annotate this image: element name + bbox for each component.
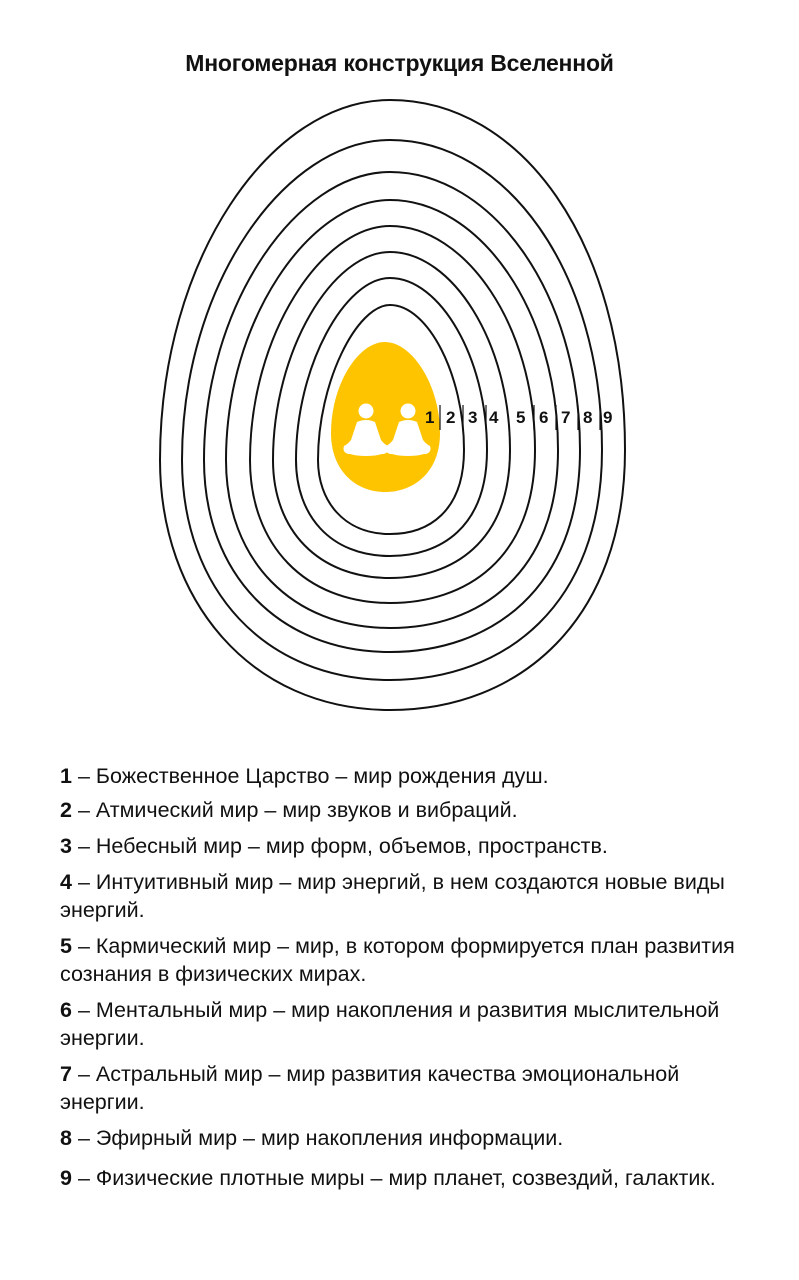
legend-item xyxy=(60,868,760,924)
legend-num: 7 xyxy=(60,1062,72,1086)
legend-text: – Божественное Царство – мир рождения душ. xyxy=(71,764,549,788)
legend-text: – Физические плотные миры – мир планет, созвездий, галактик. xyxy=(71,1166,716,1190)
legend-item xyxy=(60,996,760,1052)
layer-number-9: 9 xyxy=(603,408,613,427)
legend-num: 6 xyxy=(60,998,72,1022)
legend-text: – Небесный мир – мир форм, объемов, пространств. xyxy=(71,834,608,858)
core-egg xyxy=(331,342,440,492)
layer-number-3: 3 xyxy=(468,408,478,427)
legend-num: 4 xyxy=(60,870,72,894)
layer-number-5: 5 xyxy=(516,408,526,427)
legend-num: 1 xyxy=(60,764,72,788)
layer-number-1: 1 xyxy=(425,408,435,427)
legend-num: 2 xyxy=(60,798,72,822)
legend-text: – Астральный мир – мир развития качества эмоциональной энергии. xyxy=(60,1062,680,1114)
legend-text: – Атмический мир – мир звуков и вибраций. xyxy=(71,798,518,822)
legend-num: 8 xyxy=(60,1126,72,1150)
legend-text: – Кармический мир – мир, в котором формируется план развития сознания в физических мирах. xyxy=(60,934,735,986)
legend-item xyxy=(60,1164,760,1192)
legend-num: 9 xyxy=(60,1166,72,1190)
legend xyxy=(60,762,760,1192)
layer-number-7: 7 xyxy=(561,408,571,427)
legend-text: – Ментальный мир – мир накопления и развития мыслительной энергии. xyxy=(60,998,720,1050)
layer-number-2: 2 xyxy=(446,408,456,427)
layer-number-6: 6 xyxy=(539,408,549,427)
legend-item xyxy=(60,762,760,790)
legend-item xyxy=(60,832,760,860)
legend-item xyxy=(60,796,760,824)
legend-item xyxy=(60,1060,760,1116)
legend-item xyxy=(60,932,760,988)
legend-item xyxy=(60,1124,760,1152)
legend-text: – Эфирный мир – мир накопления информации. xyxy=(71,1126,564,1150)
legend-num: 5 xyxy=(60,934,72,958)
legend-num: 3 xyxy=(60,834,72,858)
layer-number-4: 4 xyxy=(489,408,499,427)
page-title: Многомерная конструкция Вселенной xyxy=(185,50,614,76)
universe-diagram xyxy=(0,90,799,750)
legend-text: – Интуитивный мир – мир энергий, в нем создаются новые виды энергий. xyxy=(60,870,725,922)
layer-number-8: 8 xyxy=(583,408,593,427)
